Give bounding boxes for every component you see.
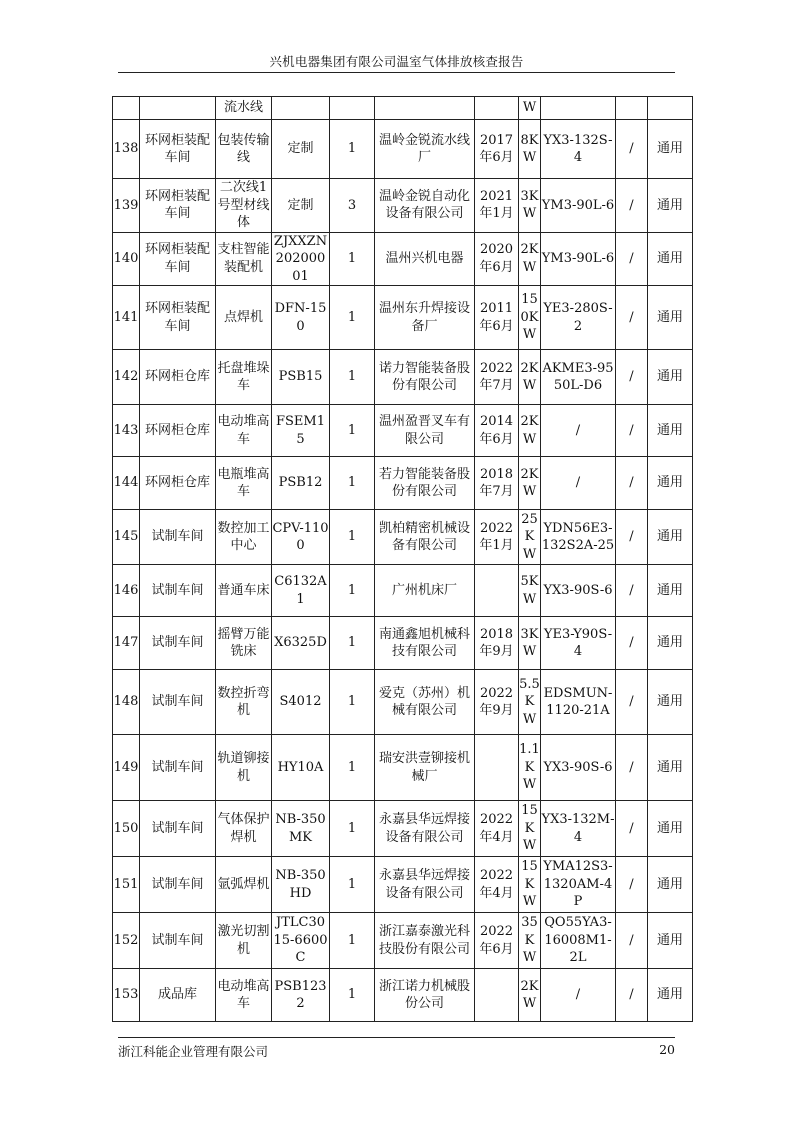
cell-power: 2KW xyxy=(519,350,541,405)
cell-type: 通用 xyxy=(648,670,693,735)
cell-type: 通用 xyxy=(648,969,693,1022)
cell-type: 通用 xyxy=(648,457,693,510)
table-row xyxy=(113,350,693,405)
cell-maker: 温州盈晋叉车有限公司 xyxy=(375,405,475,457)
cell-model: NB-350MK xyxy=(272,801,330,857)
cell-name: 数控加工中心 xyxy=(216,510,272,565)
cell-maker: 浙江嘉泰激光科技股份有限公司 xyxy=(375,913,475,969)
cell-date: 2020年6月 xyxy=(475,232,519,286)
cell-model: PSB12 xyxy=(272,457,330,510)
cell-maker: 温岭金锐自动化设备有限公司 xyxy=(375,179,475,233)
cell-qty: 1 xyxy=(330,510,375,565)
cell-model: JTLC3015-6600C xyxy=(272,913,330,969)
cell-type: 通用 xyxy=(648,350,693,405)
cell-no: 139 xyxy=(113,179,140,233)
cell-energy: / xyxy=(616,969,648,1022)
table-row xyxy=(113,457,693,510)
cell-no xyxy=(113,97,140,120)
cell-maker: 永嘉县华远焊接设备有限公司 xyxy=(375,801,475,857)
cell-no: 147 xyxy=(113,617,140,670)
cell-no: 151 xyxy=(113,857,140,913)
cell-no: 153 xyxy=(113,969,140,1022)
cell-model: ZJXXZN20200001 xyxy=(272,232,330,286)
cell-power: 5KW xyxy=(519,565,541,617)
cell-qty: 1 xyxy=(330,405,375,457)
cell-motor: AKME3-9550L-D6 xyxy=(541,350,616,405)
cell-date: 2022年9月 xyxy=(475,670,519,735)
cell-name: 激光切割机 xyxy=(216,913,272,969)
cell-energy: / xyxy=(616,565,648,617)
cell-motor: YX3-90S-6 xyxy=(541,735,616,801)
cell-type: 通用 xyxy=(648,120,693,179)
cell-date: 2018年9月 xyxy=(475,617,519,670)
cell-model: NB-350HD xyxy=(272,857,330,913)
cell-type: 通用 xyxy=(648,510,693,565)
cell-name: 电动堆高车 xyxy=(216,969,272,1022)
cell-date xyxy=(475,969,519,1022)
cell-name: 气体保护焊机 xyxy=(216,801,272,857)
cell-energy: / xyxy=(616,857,648,913)
cell-type: 通用 xyxy=(648,735,693,801)
table-row xyxy=(113,857,693,913)
cell-power: 8KW xyxy=(519,120,541,179)
cell-motor: / xyxy=(541,457,616,510)
cell-maker: 浙江诺力机械股份公司 xyxy=(375,969,475,1022)
cell-power: 3KW xyxy=(519,617,541,670)
cell-name: 托盘堆垛车 xyxy=(216,350,272,405)
cell-energy: / xyxy=(616,510,648,565)
cell-name: 二次线1号型材线体 xyxy=(217,180,270,230)
cell-power: 1.1KW xyxy=(519,735,541,801)
cell-power: 15KW xyxy=(519,857,541,913)
cell-model xyxy=(272,97,330,120)
table-row xyxy=(113,565,693,617)
cell-power: 2KW xyxy=(519,969,541,1022)
cell-location xyxy=(140,97,216,120)
cell-no: 138 xyxy=(113,120,140,179)
cell-motor: YX3-90S-6 xyxy=(541,565,616,617)
cell-energy: / xyxy=(616,735,648,801)
cell-power: 150KW xyxy=(519,286,541,350)
cell-location: 环网柜仓库 xyxy=(140,457,216,510)
cell-qty: 1 xyxy=(330,801,375,857)
cell-energy: / xyxy=(616,350,648,405)
cell-motor xyxy=(541,97,616,120)
cell-power: 2KW xyxy=(519,405,541,457)
cell-motor: YM3-90L-6 xyxy=(541,179,616,233)
cell-date: 2022年4月 xyxy=(475,857,519,913)
table-row xyxy=(113,617,693,670)
cell-location: 试制车间 xyxy=(140,617,216,670)
cell-model: PSB15 xyxy=(272,350,330,405)
cell-maker: 凯柏精密机械设备有限公司 xyxy=(375,510,475,565)
cell-location: 环网柜装配车间 xyxy=(140,286,216,350)
cell-motor: YMA12S3-1320AM-4P xyxy=(541,857,616,913)
cell-name: 电动堆高车 xyxy=(216,405,272,457)
page-number: 20 xyxy=(659,1042,675,1057)
equipment-table-body xyxy=(113,97,693,1022)
cell-location: 试制车间 xyxy=(140,913,216,969)
table-row xyxy=(113,510,693,565)
cell-location: 试制车间 xyxy=(140,565,216,617)
cell-type: 通用 xyxy=(648,232,693,286)
cell-name: 氩弧焊机 xyxy=(216,857,272,913)
cell-no: 150 xyxy=(113,801,140,857)
cell-name: 电瓶堆高车 xyxy=(216,457,272,510)
table-row xyxy=(113,97,693,120)
cell-type: 通用 xyxy=(648,617,693,670)
cell-motor: YX3-132S-4 xyxy=(541,120,616,179)
cell-no: 141 xyxy=(113,286,140,350)
cell-location: 环网柜装配车间 xyxy=(140,232,216,286)
cell-power: 3KW xyxy=(519,179,541,233)
cell-maker: 温州东升焊接设备厂 xyxy=(375,286,475,350)
cell-energy: / xyxy=(616,120,648,179)
cell-model: HY10A xyxy=(272,735,330,801)
cell-name: 摇臂万能铣床 xyxy=(216,617,272,670)
cell-model: FSEM15 xyxy=(272,405,330,457)
cell-name: 点焊机 xyxy=(216,286,272,350)
cell-qty: 1 xyxy=(330,913,375,969)
cell-no: 148 xyxy=(113,670,140,735)
cell-energy: / xyxy=(616,801,648,857)
cell-no: 145 xyxy=(113,510,140,565)
cell-date: 2011年6月 xyxy=(475,286,519,350)
cell-maker: 诺力智能装备股份有限公司 xyxy=(375,350,475,405)
cell-type: 通用 xyxy=(648,565,693,617)
cell-qty: 1 xyxy=(330,457,375,510)
cell-energy: / xyxy=(616,286,648,350)
cell-maker: 温岭金锐流水线厂 xyxy=(375,120,475,179)
cell-motor: YX3-132M-4 xyxy=(541,801,616,857)
cell-power: 5.5KW xyxy=(519,670,541,735)
cell-location: 试制车间 xyxy=(140,801,216,857)
cell-maker: 若力智能装备股份有限公司 xyxy=(375,457,475,510)
cell-power: 2KW xyxy=(519,232,541,286)
cell-location: 试制车间 xyxy=(140,670,216,735)
cell-energy: / xyxy=(616,913,648,969)
cell-maker xyxy=(375,97,475,120)
header-rule xyxy=(118,72,675,73)
cell-type: 通用 xyxy=(648,801,693,857)
cell-type: 通用 xyxy=(648,913,693,969)
cell-qty: 1 xyxy=(330,350,375,405)
cell-energy: / xyxy=(616,179,648,233)
cell-date: 2022年7月 xyxy=(475,350,519,405)
cell-model: DFN-150 xyxy=(272,286,330,350)
cell-location: 环网柜装配车间 xyxy=(140,120,216,179)
cell-energy: / xyxy=(616,232,648,286)
cell-motor: EDSMUN-1120-21A xyxy=(541,670,616,735)
cell-motor: / xyxy=(541,405,616,457)
cell-type: 通用 xyxy=(648,857,693,913)
table-row xyxy=(113,179,693,233)
cell-motor: / xyxy=(541,969,616,1022)
cell-energy: / xyxy=(616,405,648,457)
cell-power: 25KW xyxy=(519,510,541,565)
cell-date xyxy=(475,735,519,801)
cell-location: 试制车间 xyxy=(140,735,216,801)
cell-power: 2KW xyxy=(519,457,541,510)
cell-model: C6132A1 xyxy=(272,565,330,617)
cell-maker: 爱克（苏州）机械有限公司 xyxy=(375,670,475,735)
cell-maker: 瑞安洪壹铆接机械厂 xyxy=(375,735,475,801)
cell-qty: 1 xyxy=(330,120,375,179)
cell-qty: 1 xyxy=(330,969,375,1022)
table-row xyxy=(113,120,693,179)
cell-energy: / xyxy=(616,670,648,735)
table-row xyxy=(113,969,693,1022)
cell-no: 149 xyxy=(113,735,140,801)
cell-name: 支柱智能装配机 xyxy=(216,232,272,286)
cell-model: CPV-1100 xyxy=(272,510,330,565)
table-row xyxy=(113,801,693,857)
cell-motor: YE3-Y90S-4 xyxy=(541,617,616,670)
cell-date xyxy=(475,97,519,120)
cell-location: 成品库 xyxy=(140,969,216,1022)
cell-date: 2022年1月 xyxy=(475,510,519,565)
cell-maker: 广州机床厂 xyxy=(375,565,475,617)
footer-company: 浙江科能企业管理有限公司 xyxy=(118,1044,269,1059)
cell-qty: 1 xyxy=(330,565,375,617)
cell-type: 通用 xyxy=(648,405,693,457)
cell-maker: 温州兴机电器 xyxy=(375,232,475,286)
footer-rule xyxy=(118,1037,675,1038)
cell-type xyxy=(648,97,693,120)
cell-qty: 1 xyxy=(330,286,375,350)
cell-qty: 3 xyxy=(330,179,375,233)
cell-location: 试制车间 xyxy=(140,857,216,913)
cell-date: 2021年1月 xyxy=(475,179,519,233)
cell-model: 定制 xyxy=(272,179,330,233)
cell-qty xyxy=(330,97,375,120)
table-row xyxy=(113,735,693,801)
table-row xyxy=(113,232,693,286)
cell-location: 环网柜仓库 xyxy=(140,350,216,405)
cell-motor: YM3-90L-6 xyxy=(541,232,616,286)
cell-name: 轨道铆接机 xyxy=(216,735,272,801)
table-row xyxy=(113,405,693,457)
cell-location: 环网柜装配车间 xyxy=(140,179,216,233)
cell-no: 142 xyxy=(113,350,140,405)
cell-no: 152 xyxy=(113,913,140,969)
cell-no: 144 xyxy=(113,457,140,510)
table-row xyxy=(113,913,693,969)
cell-energy xyxy=(616,97,648,120)
cell-power: 35KW xyxy=(519,913,541,969)
cell-no: 143 xyxy=(113,405,140,457)
cell-date: 2014年6月 xyxy=(475,405,519,457)
cell-name: 数控折弯机 xyxy=(216,670,272,735)
page-header-title: 兴机电器集团有限公司温室气体排放核查报告 xyxy=(269,54,524,69)
cell-qty: 1 xyxy=(330,670,375,735)
cell-date: 2022年4月 xyxy=(475,801,519,857)
cell-type: 通用 xyxy=(648,179,693,233)
cell-motor: YDN56E3-132S2A-25 xyxy=(541,510,616,565)
cell-model: X6325D xyxy=(272,617,330,670)
cell-no: 140 xyxy=(113,232,140,286)
cell-name: 流水线 xyxy=(216,97,272,120)
cell-no: 146 xyxy=(113,565,140,617)
cell-qty: 1 xyxy=(330,735,375,801)
cell-motor: YE3-280S-2 xyxy=(541,286,616,350)
cell-qty: 1 xyxy=(330,857,375,913)
cell-power: 15KW xyxy=(519,801,541,857)
cell-date: 2022年6月 xyxy=(475,913,519,969)
cell-name: 普通车床 xyxy=(216,565,272,617)
cell-motor: QO55YA3-16008M1-2L xyxy=(541,913,616,969)
equipment-table xyxy=(112,96,693,1022)
cell-maker: 南通鑫旭机械科技有限公司 xyxy=(375,617,475,670)
table-row xyxy=(113,286,693,350)
cell-energy: / xyxy=(616,617,648,670)
cell-power: W xyxy=(519,97,541,120)
cell-location: 试制车间 xyxy=(140,510,216,565)
cell-type: 通用 xyxy=(648,286,693,350)
cell-location: 环网柜仓库 xyxy=(140,405,216,457)
cell-model: S4012 xyxy=(272,670,330,735)
cell-date: 2017年6月 xyxy=(475,120,519,179)
cell-qty: 1 xyxy=(330,617,375,670)
cell-name: 包装传输线 xyxy=(216,120,272,179)
cell-model: 定制 xyxy=(272,120,330,179)
cell-model: PSB1232 xyxy=(272,969,330,1022)
cell-date: 2018年7月 xyxy=(475,457,519,510)
cell-date xyxy=(475,565,519,617)
cell-maker: 永嘉县华远焊接设备有限公司 xyxy=(375,857,475,913)
table-row xyxy=(113,670,693,735)
cell-qty: 1 xyxy=(330,232,375,286)
cell-energy: / xyxy=(616,457,648,510)
